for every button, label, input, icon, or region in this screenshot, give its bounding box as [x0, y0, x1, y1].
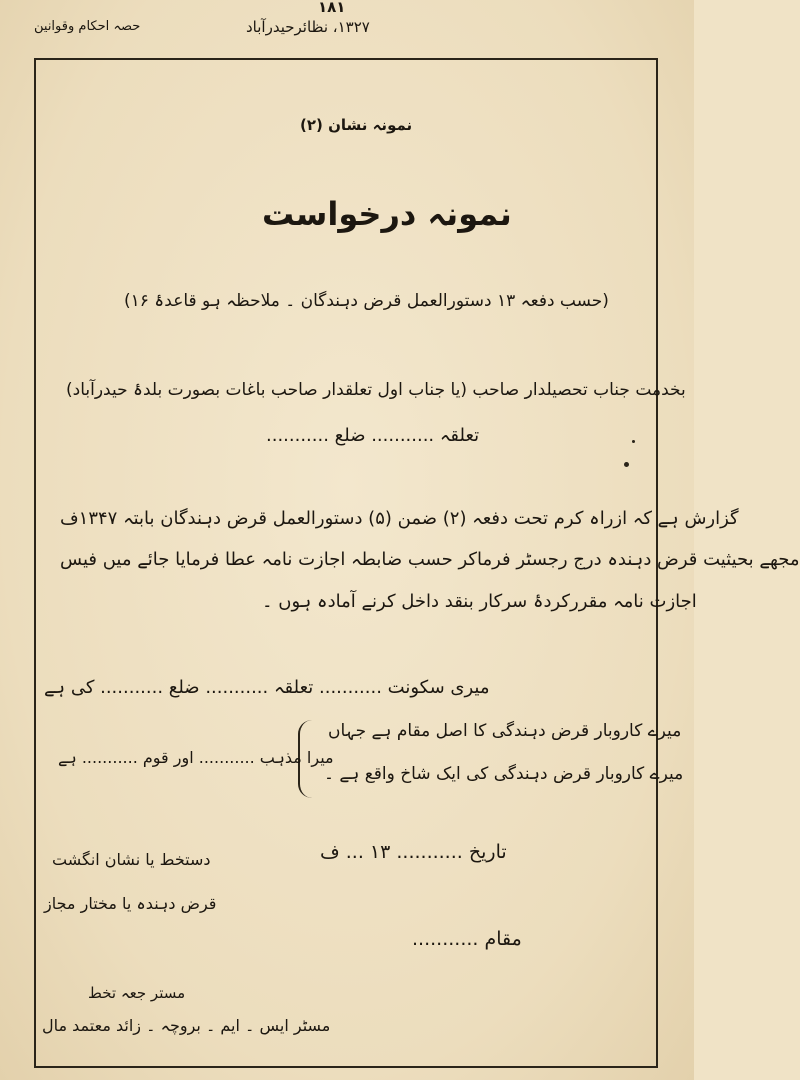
rule-reference: (حسب دفعہ ۱۳ دستورالعمل قرض دہندگان ۔ ملاحظہ ہو قاعدۂ ۱۶) [124, 291, 609, 311]
header-section: حصہ احکام وقوانین [34, 19, 141, 34]
addressee-line: بخدمت جناب تحصیلدار صاحب (یا جناب اول تعلقدار صاحب باغات بصورت بلدۂ حیدرآباد) [66, 380, 686, 400]
business-line-1: میرے کاروبار قرض دہندگی کا اصل مقام ہے جہاں [328, 721, 682, 741]
signature-label-2: قرض دہندہ یا مختار مجاز [44, 894, 217, 913]
residence-line: میری سکونت ........... تعلقہ ........... ضلع ........... کی ہے [44, 677, 490, 698]
body-line-3: اجازت نامہ مقررکردۂ سرکار بنقد داخل کرنے آمادہ ہوں ۔ [262, 591, 697, 612]
registrar-name: مسٹر ایس ۔ ایم ۔ بروچہ ۔ زائد معتمد مال [42, 1016, 331, 1035]
page-number: ۱۸۱ [318, 0, 346, 16]
form-title: نمونہ درخواست [262, 195, 512, 233]
place-line: مقام ........... [412, 928, 522, 950]
taluqa-district-line: تعلقہ ........... ضلع ........... [266, 425, 480, 446]
form-number: نمونہ نشان (۲) [300, 116, 413, 134]
date-line: تاریخ ........... ۱۳ ... ف [320, 841, 507, 863]
body-line-2: مجھے بحیثیت قرض دہندہ درج رجسٹر فرماکر حسب ضابطہ اجازت نامہ عطا فرمایا جائے میں فیس [60, 549, 800, 570]
signature-label-1: دستخط یا نشان انگشت [52, 850, 211, 869]
body-line-1: گزارش ہے کہ ازراہ کرم تحت دفعہ (۲) ضمن (۵) دستورالعمل قرض دہندگان بابتہ ۱۳۴۷ف [60, 508, 739, 529]
religion-line: میرا مذہب ........... اور قوم ........... ہے [58, 748, 334, 767]
business-line-2: میرے کاروبار قرض دہندگی کی ایک شاخ واقع ہے ۔ [324, 764, 684, 784]
header-reference: ۱۳۲۷، نظائرحیدرآباد [246, 18, 370, 36]
registered-signed-label: مستر جعہ تخط [88, 984, 186, 1002]
ink-spot [624, 462, 629, 467]
ink-spot [632, 440, 635, 443]
